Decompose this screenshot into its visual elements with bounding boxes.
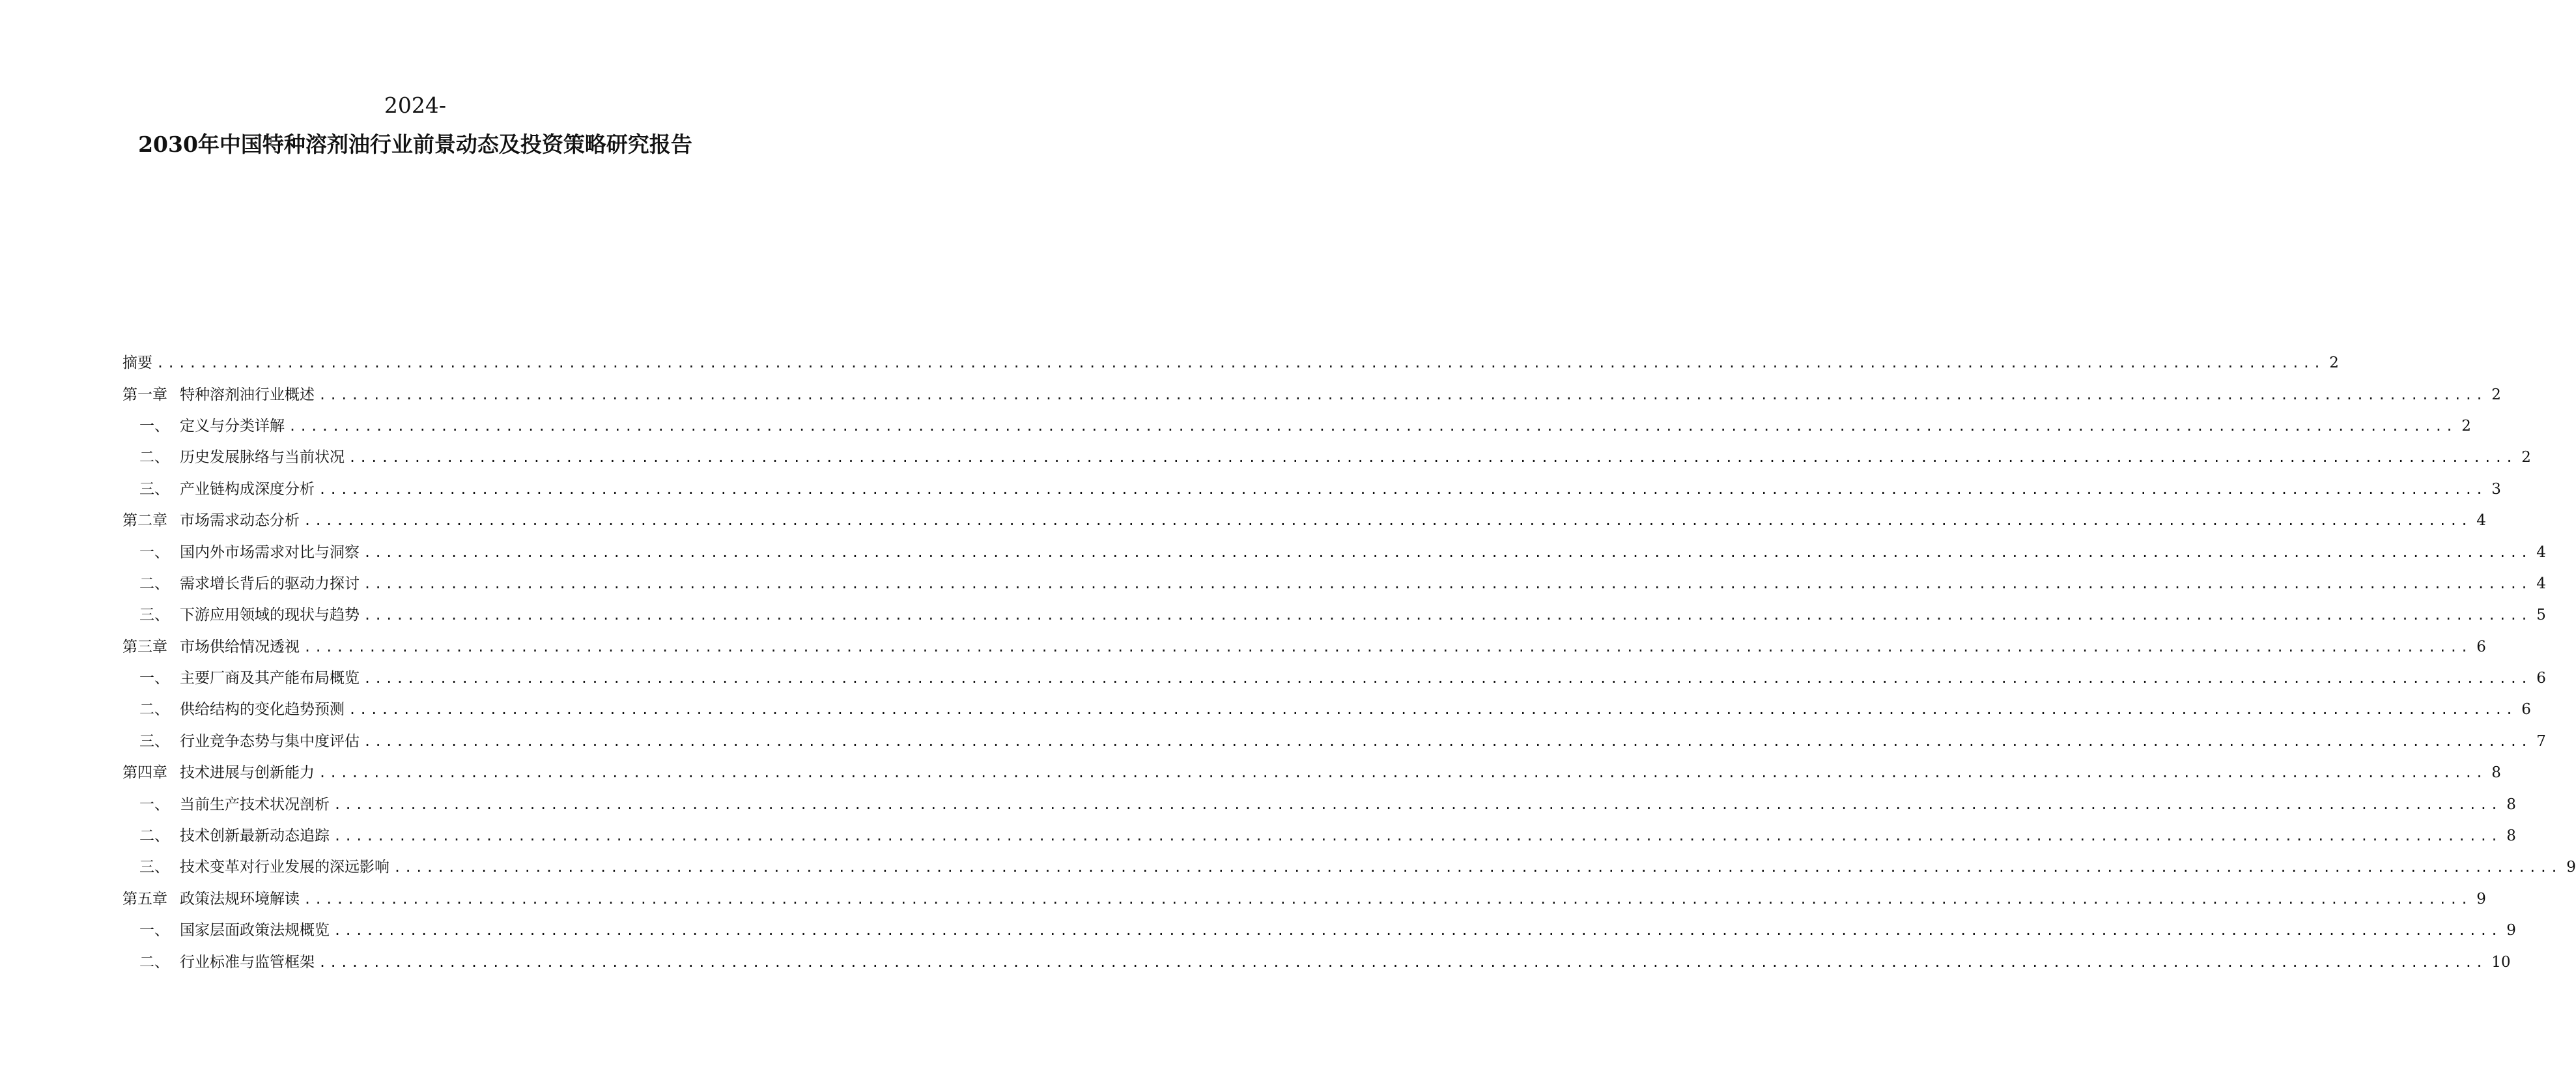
toc-page-number: 2 (2329, 354, 2339, 372)
toc-page-number: 10 (2491, 953, 2511, 971)
toc-entry-label: 行业竞争态势与集中度评估 (180, 732, 363, 751)
toc-page-number: 2 (2491, 386, 2501, 403)
toc-entry-section[interactable] (122, 820, 2516, 852)
toc-entry-number: 第五章 (122, 890, 167, 908)
toc-page-number: 4 (2536, 543, 2546, 561)
toc-entry-section[interactable] (122, 442, 2531, 473)
toc-page-number: 8 (2506, 827, 2516, 845)
report-title (0, 91, 830, 159)
toc-entry-label: 供给结构的变化趋势预测 (180, 700, 348, 719)
toc-dot-leader: ........................................................................................................................................................................................................ (363, 544, 2532, 560)
toc-entry-label: 定义与分类详解 (180, 416, 289, 436)
toc-entry-label: 国家层面政策法规概览 (180, 921, 333, 940)
toc-entry-label: 政策法规环境解读 (180, 889, 304, 909)
toc-entry-number: 二、 (139, 701, 169, 719)
toc-entry-number: 三、 (139, 859, 169, 876)
toc-entry-number: 二、 (139, 827, 169, 845)
toc-entry-number: 二、 (139, 953, 169, 971)
toc-entry-label: 历史发展脉络与当前状况 (180, 448, 348, 467)
toc-dot-leader: ........................................................................................................................................................................................................ (363, 733, 2532, 749)
toc-page-number: 8 (2506, 796, 2516, 813)
toc-dot-leader: ........................................................................................................................................................................................................ (393, 859, 2562, 876)
toc-entry-chapter[interactable] (122, 883, 2486, 915)
toc-dot-leader: ........................................................................................................................................................................................................ (318, 481, 2487, 497)
toc-entry-label: 产业链构成深度分析 (180, 480, 318, 499)
toc-entry-number: 第一章 (122, 386, 167, 403)
toc-dot-leader: ........................................................................................................................................................................................................ (348, 702, 2517, 718)
toc-page-number: 3 (2491, 480, 2501, 498)
toc-entry-label: 行业标准与监管框架 (180, 953, 318, 972)
toc-dot-leader: ........................................................................................................................................................................................................ (304, 638, 2472, 655)
toc-page-number: 8 (2491, 764, 2501, 782)
toc-entry-number: 一、 (139, 543, 169, 561)
toc-entry-section[interactable] (122, 663, 2546, 694)
toc-entry-section[interactable] (122, 852, 2576, 883)
toc-entry-section[interactable] (122, 946, 2511, 977)
toc-dot-leader: ........................................................................................................................................................................................................ (304, 513, 2472, 529)
toc-dot-leader: ........................................................................................................................................................................................................ (318, 765, 2487, 781)
toc-entry-number: 第四章 (122, 764, 167, 782)
toc-dot-leader: ........................................................................................................................................................................................................ (318, 386, 2487, 403)
toc-dot-leader: ........................................................................................................................................................................................................ (363, 575, 2532, 592)
toc-entry-section[interactable] (122, 915, 2516, 946)
toc-entry-section[interactable] (122, 536, 2546, 567)
toc-entry-label: 当前生产技术状况剖析 (180, 795, 333, 814)
toc-page-number: 6 (2476, 638, 2486, 655)
toc-entry-number: 一、 (139, 796, 169, 813)
toc-entry-number: 三、 (139, 732, 169, 750)
toc-entry-label: 技术创新最新动态追踪 (180, 826, 333, 846)
toc-entry-label: 国内外市场需求对比与洞察 (180, 543, 363, 562)
toc-entry-label: 市场供给情况透视 (180, 637, 304, 657)
toc-entry-chapter[interactable] (122, 757, 2501, 788)
toc-page-number: 9 (2476, 890, 2486, 908)
toc-entry-label: 下游应用领域的现状与趋势 (180, 605, 363, 625)
toc-entry-number: 三、 (139, 480, 169, 498)
toc-dot-leader: ........................................................................................................................................................................................................ (348, 450, 2517, 466)
toc-page-number: 6 (2536, 670, 2546, 687)
toc-entry-label: 市场需求动态分析 (180, 511, 304, 530)
toc-page-number: 4 (2536, 575, 2546, 592)
toc-entry-section[interactable] (122, 474, 2501, 505)
toc-dot-leader: ........................................................................................................................................................................................................ (289, 418, 2457, 434)
toc-page-number: 9 (2566, 859, 2576, 876)
toc-page-number: 6 (2521, 701, 2531, 719)
toc-entry-section[interactable] (122, 788, 2516, 820)
toc-page-number: 7 (2536, 732, 2546, 750)
toc-entry-label: 技术变革对行业发展的深远影响 (180, 857, 393, 877)
toc-entry-label: 特种溶剂油行业概述 (180, 385, 318, 405)
toc-entry-label: 需求增长背后的驱动力探讨 (180, 574, 363, 594)
toc-entry-number: 三、 (139, 607, 169, 624)
toc-entry-number: 一、 (139, 922, 169, 939)
toc-dot-leader: ........................................................................................................................................................................................................ (304, 891, 2472, 907)
toc-entry-number: 二、 (139, 449, 169, 466)
toc-entry-number: 一、 (139, 417, 169, 435)
table-of-contents (122, 347, 2576, 978)
toc-entry-plain[interactable] (122, 347, 2339, 379)
toc-dot-leader: ........................................................................................................................................................................................................ (333, 923, 2502, 939)
toc-entry-label: 主要厂商及其产能布局概览 (180, 668, 363, 688)
report-title-line2: 2030年中国特种溶剂油行业前景动态及投资策略研究报告 (138, 132, 692, 157)
toc-entry-section[interactable] (122, 694, 2531, 725)
toc-entry-number: 一、 (139, 670, 169, 687)
toc-entry-chapter[interactable] (122, 505, 2486, 536)
toc-entry-number: 第三章 (122, 638, 167, 655)
toc-entry-label: 技术进展与创新能力 (180, 763, 318, 782)
toc-page-number: 9 (2506, 922, 2516, 939)
toc-dot-leader: ........................................................................................................................................................................................................ (363, 607, 2532, 624)
toc-dot-leader: ........................................................................................................................................................................................................ (333, 828, 2502, 844)
toc-entry-number: 第二章 (122, 512, 167, 530)
toc-dot-leader: ........................................................................................................................................................................................................ (333, 796, 2502, 812)
toc-dot-leader: ........................................................................................................................................................................................................ (363, 670, 2532, 687)
toc-entry-section[interactable] (122, 726, 2546, 757)
toc-entry-chapter[interactable] (122, 379, 2501, 410)
toc-entry-section[interactable] (122, 568, 2546, 599)
toc-page-number: 5 (2536, 607, 2546, 624)
toc-page-number: 4 (2476, 512, 2486, 530)
toc-dot-leader: ........................................................................................................................................................................................................ (318, 954, 2487, 970)
toc-entry-section[interactable] (122, 599, 2546, 631)
toc-dot-leader: ........................................................................................................................................................................................................ (156, 355, 2325, 371)
toc-entry-label: 摘要 (122, 353, 156, 373)
toc-entry-number: 二、 (139, 575, 169, 592)
toc-page-number: 2 (2461, 417, 2471, 435)
toc-entry-section[interactable] (122, 410, 2471, 442)
toc-entry-chapter[interactable] (122, 631, 2486, 663)
toc-page-number: 2 (2521, 449, 2531, 466)
report-title-line1: 2024- (384, 93, 447, 118)
